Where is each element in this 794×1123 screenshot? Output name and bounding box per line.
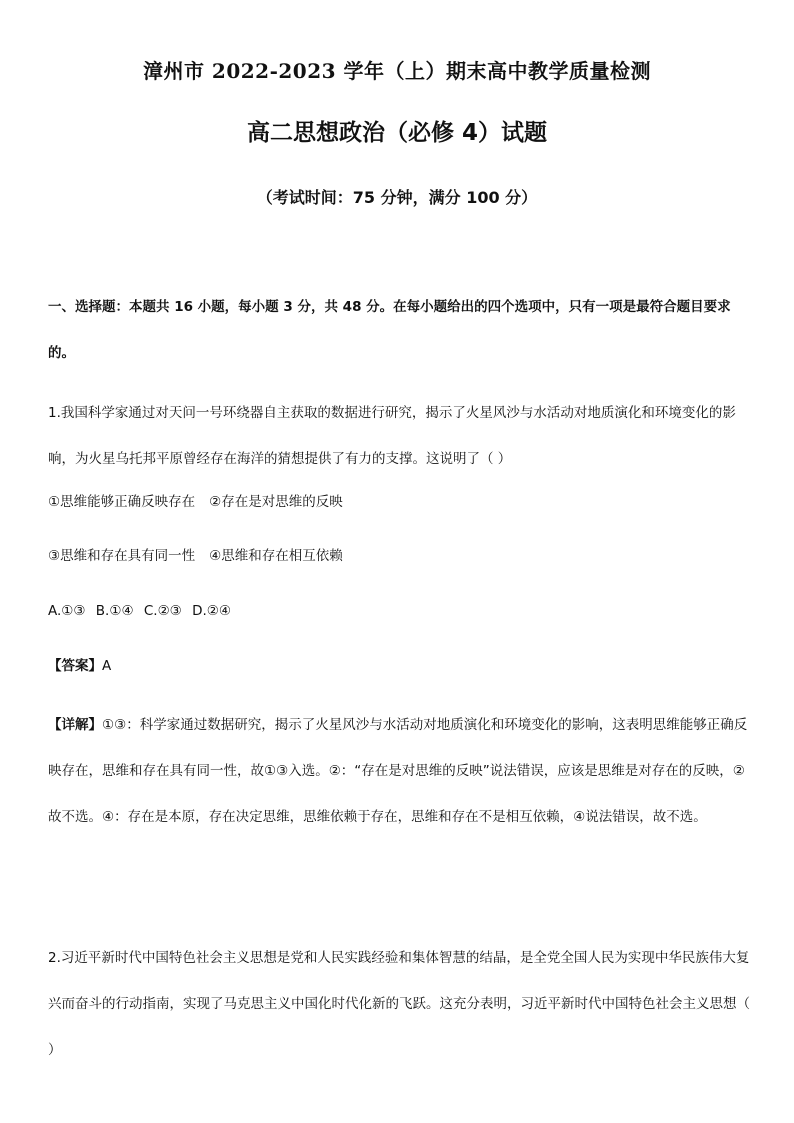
choice-b: B.①④: [95, 603, 134, 619]
question-1-stem: 1.我国科学家通过对天问一号环绕器自主获取的数据进行研究，揭示了火星风沙与水活动对地质演化和环境变化的影响，为火星乌托邦平原曾经存在海洋的猜想提供了有力的支撑。这说明了（ ）: [48, 405, 736, 467]
explanation-tag: 【详解】: [48, 717, 102, 733]
statement-3: ③思维和存在具有同一性: [48, 548, 196, 564]
explanation-text: ①③：科学家通过数据研究，揭示了火星风沙与水活动对地质演化和环境变化的影响，这表明思维能够正确反映存在，思维和存在具有同一性，故①③入选。②：“存在是对思维的反映”说法错误，应该是思维是对存在的反映，②故不选。④：存在是本原，存在决定思维，思维依赖于存在，思维和存在不是相互依赖，④说法错误，故不选。: [48, 717, 748, 825]
question-1-choices: [48, 597, 752, 625]
question-1-statements-row-1: [48, 488, 752, 516]
choice-d: D.②④: [192, 603, 231, 619]
choice-a: A.①③: [48, 603, 86, 619]
statement-1: ①思维能够正确反映存在: [48, 494, 196, 510]
answer-tag: 【答案】: [48, 658, 102, 674]
subject-title: 高二思想政治（必修 4）试题: [246, 120, 547, 146]
answer-value: A: [102, 658, 112, 674]
exam-title: 漳州市 2022-2023 学年（上）期末高中教学质量检测: [142, 59, 652, 83]
statement-2: ②存在是对思维的反映: [209, 494, 343, 510]
choice-c: C.②③: [143, 603, 182, 619]
question-1-answer: [48, 652, 752, 680]
question-2-stem: 2.习近平新时代中国特色社会主义思想是党和人民实践经验和集体智慧的结晶，是全党全国人民为实现中华民族伟大复兴而奋斗的行动指南，实现了马克思主义中国化时代化新的飞跃。这充分表明，习近平新时代中国特色社会主义思想（ ）: [48, 950, 750, 1058]
section-heading: 一、选择题：本题共 16 小题，每小题 3 分，共 48 分。在每小题给出的四个选项中，只有一项是最符合题目要求的。: [48, 299, 731, 361]
exam-info: （考试时间：75 分钟，满分 100 分）: [256, 188, 538, 207]
question-1-explanation: [48, 702, 752, 840]
question-1-statements-row-2: [48, 542, 752, 570]
statement-4: ④思维和存在相互依赖: [209, 548, 343, 564]
